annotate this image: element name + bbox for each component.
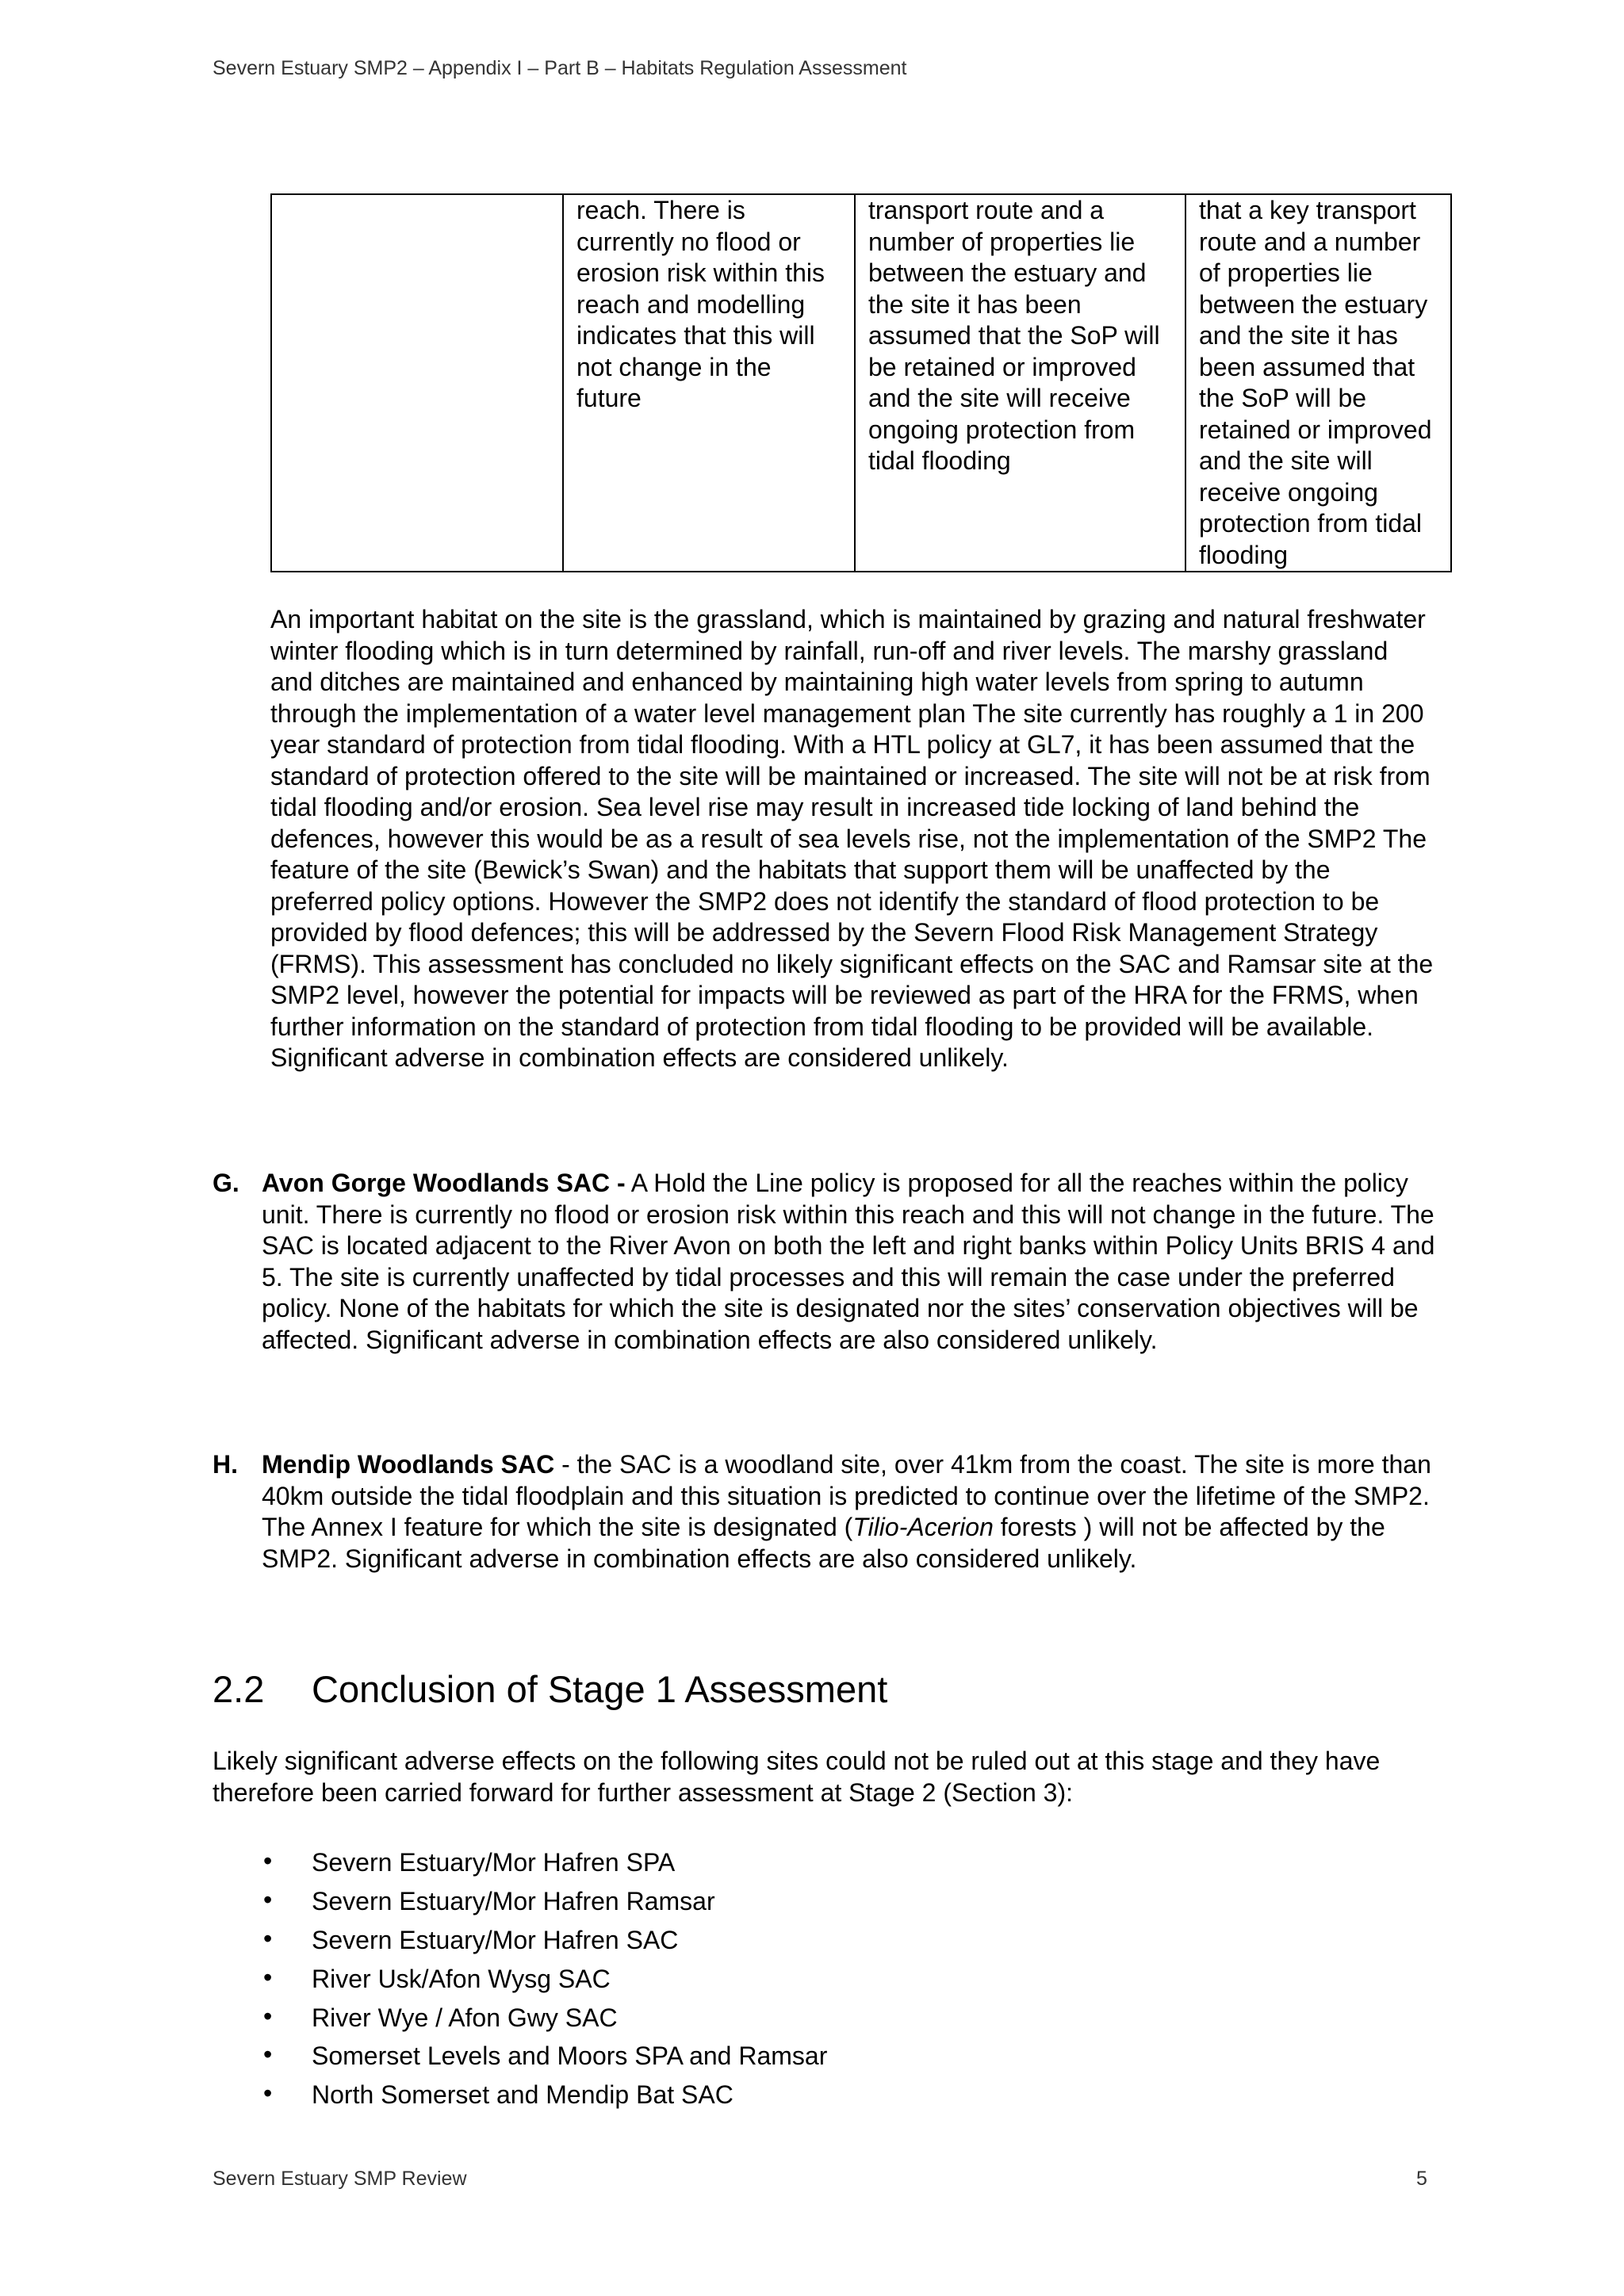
list-item bbox=[213, 1882, 1402, 1921]
table-cell-policy-a: transport route and a number of properties lie between the estuary and the site it has been assumed that the SoP will be retained or improved and the site will receive ongoing protection from tidal flooding bbox=[855, 194, 1185, 572]
site-list bbox=[213, 1843, 1402, 2114]
list-item bbox=[213, 1960, 1402, 1999]
site-h-species: Tilio-Acerion bbox=[852, 1513, 994, 1541]
bullet-icon: • bbox=[263, 1885, 273, 1914]
site-h-paragraph bbox=[262, 1449, 1435, 1575]
table-row bbox=[271, 194, 1451, 572]
list-item-text: River Wye / Afon Gwy SAC bbox=[312, 2003, 618, 2032]
list-item-text: Somerset Levels and Moors SPA and Ramsar bbox=[312, 2042, 828, 2071]
continued-assessment-table bbox=[270, 193, 1452, 572]
list-item-text: North Somerset and Mendip Bat SAC bbox=[312, 2080, 733, 2110]
bullet-icon: • bbox=[263, 2079, 273, 2108]
section-heading bbox=[213, 1667, 887, 1712]
list-item-text: River Usk/Afon Wysg SAC bbox=[312, 1964, 611, 1993]
bullet-icon: • bbox=[263, 1923, 273, 1953]
table-cell-site bbox=[271, 194, 563, 572]
site-h-letter: H. bbox=[213, 1450, 238, 1479]
page-number: 5 bbox=[1416, 2168, 1427, 2190]
list-item bbox=[213, 1999, 1402, 2038]
site-g-text: A Hold the Line policy is proposed for all the reaches within the policy unit. There is currently no flood or erosion risk within this reach and this will not change in the future. The SAC is located adjacent to the River Avon on both the left and right banks within Policy Units BRIS 4 and 5. The site is currently unaffected by tidal processes and this will remain the case under the preferred policy. None of the habitats for which the site is designated nor the sites’ conservation objectives will be affected. Significant adverse in combination effects are also considered unlikely. bbox=[262, 1169, 1435, 1354]
bullet-icon: • bbox=[263, 1846, 273, 1875]
site-g-paragraph bbox=[262, 1168, 1435, 1356]
bullet-icon: • bbox=[263, 2040, 273, 2069]
site-h-text-before: - the SAC is a woodland site, over 41km from the coast. The site is more than 40km outside the tidal floodplain and this situation is predicted to continue over the lifetime of the SMP2. The Annex I feature for which the site is designated ( bbox=[262, 1450, 1431, 1541]
list-item bbox=[213, 1921, 1402, 1960]
site-h-name: Mendip Woodlands SAC bbox=[262, 1450, 555, 1479]
list-item bbox=[213, 2037, 1402, 2076]
site-g-letter: G. bbox=[213, 1169, 239, 1197]
list-item bbox=[213, 1843, 1402, 1882]
list-item-text: Severn Estuary/Mor Hafren Ramsar bbox=[312, 1886, 715, 1915]
section-number: 2.2 bbox=[213, 1668, 265, 1710]
list-item bbox=[213, 2076, 1402, 2114]
list-item-text: Severn Estuary/Mor Hafren SPA bbox=[312, 1848, 676, 1877]
grassland-paragraph: An important habitat on the site is the grassland, which is maintained by grazing and natural freshwater winter flooding which is in turn determined by rainfall, run-off and river levels. The marshy grassland and ditches are maintained and enhanced by maintaining high water levels from spring to autumn through the implementation of a water level management plan The site currently has roughly a 1 in 200 year standard of protection from tidal flooding. With a HTL policy at GL7, it has been assumed that the standard of protection offered to the site will be maintained or increased. The site will not be at risk from tidal flooding and/or erosion. Sea level rise may result in increased tide locking of land behind the defences, however this would be as a result of sea levels rise, not the implementation of the SMP2 The feature of the site (Bewick’s Swan) and the habitats that support them will be unaffected by the preferred policy options. However the SMP2 does not identify the standard of flood protection to be provided by flood defences; this will be addressed by the Severn Flood Risk Management Strategy (FRMS). This assessment has concluded no likely significant effects on the SAC and Ramsar site at the SMP2 level, however the potential for impacts will be reviewed as part of the HRA for the FRMS, when further information on the standard of protection from tidal flooding to be provided will be available. Significant adverse in combination effects are considered unlikely. bbox=[270, 605, 1434, 1072]
footer-title: Severn Estuary SMP Review bbox=[213, 2168, 467, 2190]
site-g-name: Avon Gorge Woodlands SAC - bbox=[262, 1169, 626, 1197]
bullet-icon: • bbox=[263, 2001, 273, 2030]
table-cell-flood-risk: reach. There is currently no flood or erosion risk within this reach and modelling indicates that this will not change in the future bbox=[563, 194, 855, 572]
site-h-text-after: forests ) will not be affected by the SMP2. Significant adverse in combination effects are also considered unlikely. bbox=[262, 1513, 1385, 1573]
bullet-icon: • bbox=[263, 1962, 273, 1992]
running-header: Severn Estuary SMP2 – Appendix I – Part B – Habitats Regulation Assessment bbox=[213, 57, 907, 79]
section-intro: Likely significant adverse effects on the following sites could not be ruled out at this stage and they have therefore been carried forward for further assessment at Stage 2 (Section 3): bbox=[213, 1747, 1381, 1807]
section-title: Conclusion of Stage 1 Assessment bbox=[312, 1668, 888, 1710]
list-item-text: Severn Estuary/Mor Hafren SAC bbox=[312, 1925, 679, 1954]
table-cell-policy-b: that a key transport route and a number of properties lie between the estuary and the site it has been assumed that the SoP will be retained or improved and the site will receive ongoing protection from tidal flooding bbox=[1185, 194, 1451, 572]
